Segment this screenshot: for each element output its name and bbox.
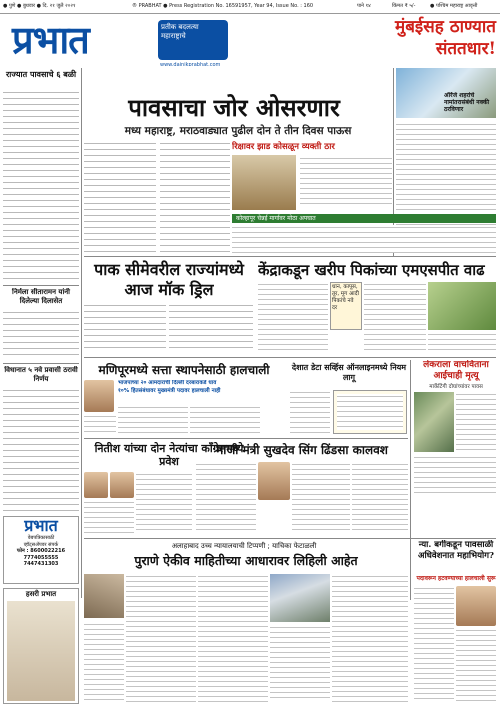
allahabad-headline: पुराणे ऐकीव माहितीच्या आधारावर लिहिली आहेत: [134, 553, 358, 568]
section-divider: [84, 256, 496, 257]
msp-body-2: [364, 282, 426, 354]
date-line: ● पुणे ● बुधवार ● दि. २१ जुलै २०२१: [3, 3, 76, 9]
notice-body: [232, 225, 496, 253]
data-service-body-1: [290, 390, 330, 436]
court-photo: [84, 574, 124, 618]
allahabad-body-3: [332, 574, 408, 702]
allahabad-body-4: [270, 625, 330, 702]
divider: [3, 285, 79, 286]
politician-photo: [84, 380, 114, 412]
lead-subhead: मध्य महाराष्ट्र, मराठवाड्यात पुढील दोन ते तीन दिवस पाऊस: [124, 125, 352, 137]
mock-drill-headline: पाक सीमेवरील राज्यांमध्ये आज मॉक ड्रिल: [94, 260, 244, 299]
brief-3-title: विधानात ५ नवे प्रवासी ठरावी निर्णय: [4, 366, 78, 383]
dhindsa-photo: [258, 462, 290, 500]
lead-headline: पावसाचा जोर ओसरणार: [128, 94, 340, 122]
top-info-bar: [0, 0, 500, 14]
site-url[interactable]: www.dainikprabhat.com: [160, 62, 221, 66]
logo-area: [4, 16, 154, 64]
temple-photo: [270, 574, 330, 622]
data-service-inset: [333, 390, 407, 434]
section-divider: [84, 438, 408, 439]
impeachment-body-2: [456, 628, 496, 702]
dhindsa-body-2: [292, 462, 350, 534]
hasri-prabhat-cartoon: [3, 588, 79, 704]
leader-photo-1: [84, 472, 108, 498]
manipur-headline: मणिपूरमध्ये सत्ता स्थापनेसाठी हालचाली: [98, 363, 270, 377]
manipur-body-0: [84, 414, 116, 434]
newspaper-logo: प्रभात: [12, 17, 89, 62]
waterfall-photo: [414, 392, 454, 452]
brief-3-body: [3, 388, 79, 512]
left-brief-3: [3, 366, 79, 514]
prabhat-contact-box: प्रभात वेबपत्रिकासाठी व्हॉट्सअ‍ॅपवर संपर्क फोन : 8600022216 7774055555 7447431303: [3, 516, 79, 584]
allahabad-body-2: [198, 574, 268, 702]
impeachment-headline: न्या. बर्गीकडून पावसाळी अधिवेशनात महाभियोग?: [417, 540, 495, 561]
accident-photo: [232, 155, 296, 210]
cartoon-image: [7, 601, 75, 701]
msp-body-1: [258, 282, 328, 354]
price: किंमत ₹ ५/-: [392, 3, 416, 9]
phone-number-3[interactable]: 7447431303: [23, 561, 59, 567]
lead-body-col2: [160, 141, 230, 253]
msp-inset: धान, कापूस, तूर, मूग आदी पिकांचे नवे दर: [330, 282, 362, 330]
allahabad-body-1: [126, 574, 196, 702]
impeachment-body-1: [414, 586, 454, 702]
dhindsa-headline: माजी मंत्री सुखदेव सिंग ढिंडसा कालवश: [216, 443, 388, 457]
brief-2-title: निर्मला सीतारामन यांनी दिलेल्या दिलासेत: [12, 288, 70, 305]
mother-death-body-2: [414, 455, 496, 495]
column-rule: [81, 68, 82, 598]
page-count: पाने १४: [357, 3, 371, 9]
allahabad-body-0: [84, 622, 124, 702]
red-story-body: [300, 156, 392, 208]
mock-drill-body-2: [169, 303, 253, 353]
section-divider: [84, 538, 496, 539]
tagline: प्रतीक बदलत्या महाराष्ट्राचे: [158, 20, 228, 60]
data-service-headline: देशात डेटा सर्व्हिस ऑनलाइनमध्ये नियम लागू: [291, 362, 407, 382]
masthead-right-headline: मुंबईसह ठाण्यात संततधार!: [395, 17, 496, 59]
mock-drill-body-1: [84, 303, 166, 353]
section-divider: [84, 357, 496, 358]
allahabad-kicker: अलाहाबाद उच्च न्यायालयाची टिप्पणी ; याचिका फेटाळली: [171, 542, 317, 550]
judge-photo: [456, 586, 496, 626]
dhindsa-body-3: [352, 462, 408, 534]
mother-death-body-1: [456, 392, 496, 452]
red-story-headline: रिक्षावर झाड कोसळून व्यक्ती ठार: [232, 142, 335, 152]
lead-body-col1: [84, 141, 156, 253]
mother-death-headline: लेकराला वाचविताना आईचाही मृत्यू मार्केटिंगी दोघांच्यांवर पावस: [423, 360, 489, 388]
manipur-body-2: [190, 405, 260, 435]
nitish-headline: नितीश यांच्या दोन नेत्यांचा काँग्रेसमध्ये प्रवेश: [94, 442, 244, 468]
edition: ● पश्चिम महाराष्ट्र आवृत्ती: [430, 3, 478, 9]
leader-photo-2: [110, 472, 134, 498]
left-brief-1: [3, 68, 79, 283]
msp-headline: केंद्राकडून खरीप पिकांच्या एमएसपीत वाढ: [258, 261, 485, 279]
nitish-body-0: [84, 500, 134, 534]
manipur-bullets: भाजपाच्या २० आमदारांची दिल्ली दरबाराकडे धाव १०% हितसंबंधावर मुख्यमंत्री पदावर हालचाली नाही: [118, 380, 221, 394]
nitish-body-1: [136, 472, 192, 534]
brief-2-body: [3, 310, 79, 358]
impeachment-sub: पदावरून हटवण्याच्या हालचाली सुरू: [416, 575, 496, 582]
cartoon-title: हसरी प्रभात: [25, 590, 57, 598]
masthead: [0, 14, 500, 66]
right-top-subtitle: ऑरेंजे शहरांचे नामांतरासंबंधी नक्की ठरविणार: [444, 92, 490, 113]
registration-line: ® PRABHAT ● Press Registration No. 16591957, Year 94, Issue No. : 160: [132, 3, 314, 9]
msp-body-3: [428, 332, 496, 354]
brief-1-body: [3, 90, 79, 280]
dhindsa-body-1: [196, 462, 256, 534]
manipur-body-1: [118, 405, 188, 435]
column-rule: [410, 360, 411, 600]
notice-band: कोल्हापूर चेन्नई मार्गावर मोठा अपघात: [232, 214, 496, 223]
divider: [3, 363, 79, 364]
phone-number-1[interactable]: फोन : 8600022216: [16, 548, 66, 554]
box-logo: प्रभात: [24, 516, 58, 535]
crop-field-photo: [428, 282, 496, 330]
left-brief-2: [3, 288, 79, 360]
brief-1-title: राज्यात पावसाचे ६ बळी: [5, 70, 77, 79]
phone-number-2[interactable]: 7774055555: [23, 554, 59, 561]
